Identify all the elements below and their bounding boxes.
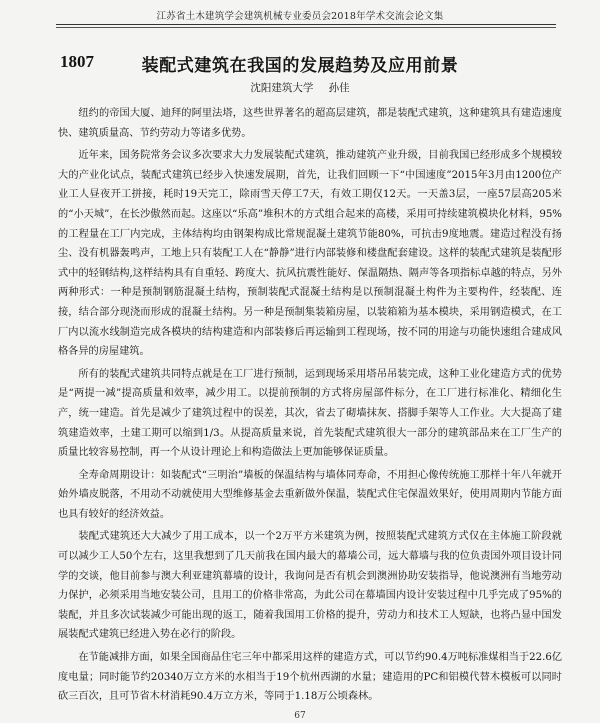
page-number: 67 bbox=[294, 711, 306, 721]
paragraph: 纽约的帝国大厦、迪拜的阿里法塔，这些世界著名的超高层建筑，都是装配式建筑，这种建筑具有建造速度快、建筑质量高、节约劳动力等诸多优势。 bbox=[58, 108, 562, 139]
paragraph: 在节能减排方面，如果全国商品住宅三年中都采用这样的建造方式，可以节约90.4万吨标准煤相当于22.6亿度电量；同时能节约20340万立方米的水相当于19个杭州西湖的水量；建造用的PC和铝模代替木模板可以同时砍三百次，且可节省木材消耗90.4万立方米，等同于1.18万公顷森林。 bbox=[58, 652, 562, 703]
header-rule-thin bbox=[56, 27, 556, 28]
author: 孙佳 bbox=[328, 82, 350, 94]
running-header: 江苏省土木建筑学会建筑机械专业委员会2018年学术交流会论文集 bbox=[156, 11, 444, 22]
header-rule bbox=[56, 24, 556, 25]
paragraph: 装配式建筑还大大减少了用工成本，以一个2万平方米建筑为例，按照装配式建筑方式仅在主体施工阶段就可以减少工人50个左右，这里我想到了几天前我在国内最大的幕墙公司，远大幕墙与我的位负责国外项目设计同学的交谈，他目前参与澳大利亚建筑幕墙的设计，我询问是否有机会到澳洲协助安装指导，他说澳洲有当地劳动力保护，必须采用当地安装公司，且用工的价格非常高，为此公司在幕墙国内设计安装过程中几乎完成了95%的装配，并且多次试装减少可能出现的返工，随着我国用工价格的提升，劳动力和技术工人短缺，也将凸显中国发展装配式建筑已经进入势在必行的阶段。 bbox=[58, 531, 562, 641]
paper-number: 1807 bbox=[60, 52, 94, 71]
affiliation: 沈阳建筑大学 bbox=[250, 82, 314, 94]
paragraph: 近年来，国务院常务会议多次要求大力发展装配式建筑，推动建筑产业升级，目前我国已经形成多个规模较大的产业化试点，装配式建筑已经步入快速发展期，首先，让我们回顾一下“中国速度”2015年3月由1200位产业工人昼夜开工拼接，耗时19天完工，除雨雪天停工7天，有效工期仅12天。一天盖3层，一座57层高205米的“小天城”，在长沙傲然而起。这座以“乐高”堆积木的方式组合起来的高楼，采用可持续建筑模块化材料，95%的工程量在工厂内完成，主体结构均由钢架构成比常规混凝土建筑节能80%，可抗击9度地震。建造过程没有扬尘、没有机器轰鸣声，工地上只有装配工人在“静静”进行内部装修和楼盘配套建设。这样的装配式建筑是装配形式中的轻钢结构,这样结构具有自重轻、跨度大、抗风抗震性能好、保温隔热、隔声等各项指标卓越的特点，另外两种形式：一种是预制钢筋混凝土结构，预制装配式混凝土结构是以预制混凝土构件为主要构件，经装配、连接，结合部分现浇而形成的混凝土结构。另一种是预制集装箱房屋，以装箱箱为基本模块，采用钢造模式，在工厂内以流水线制造完成各模块的结构建造和内部装修后再运输到工程现场，按不同的用途与功能快速组合建成风格各异的房屋建筑。 bbox=[58, 150, 562, 358]
paragraph: 全寿命周期设计：如装配式“三明治”墙板的保温结构与墙体同寿命，不用担心像传统施工那样十年八年就开始外墙皮脱落，不用动不动就使用大型维修基金去重新做外保温，装配式住宅保温效果好，使用周期内节能方面也具有较好的经济效益。 bbox=[58, 469, 562, 520]
byline bbox=[0, 80, 600, 95]
body-text bbox=[58, 104, 562, 710]
paragraph: 所有的装配式建筑共同特点就是在工厂进行预制，运到现场采用塔吊吊装完成，这种工业化建造方式的优势是“两提一减”提高质量和效率，减少用工。以提前预制的方式将房屋部件标分，在工厂进行标准化、精细化生产，统一建造。首先是减少了建筑过程中的误差，其次，省去了砌墙抹灰、搭脚手架等人工作业。大大提高了建筑建造效率，土建工期可以缩到1/3。从提高质量来说，首先装配式建筑很大一部分的建筑部品来在工厂生产的质量比较容易控制，再一个从设计理论上和构造做法上更加能够保证质量。 bbox=[58, 368, 562, 459]
paper-title: 装配式建筑在我国的发展趋势及应用前景 bbox=[141, 56, 459, 76]
